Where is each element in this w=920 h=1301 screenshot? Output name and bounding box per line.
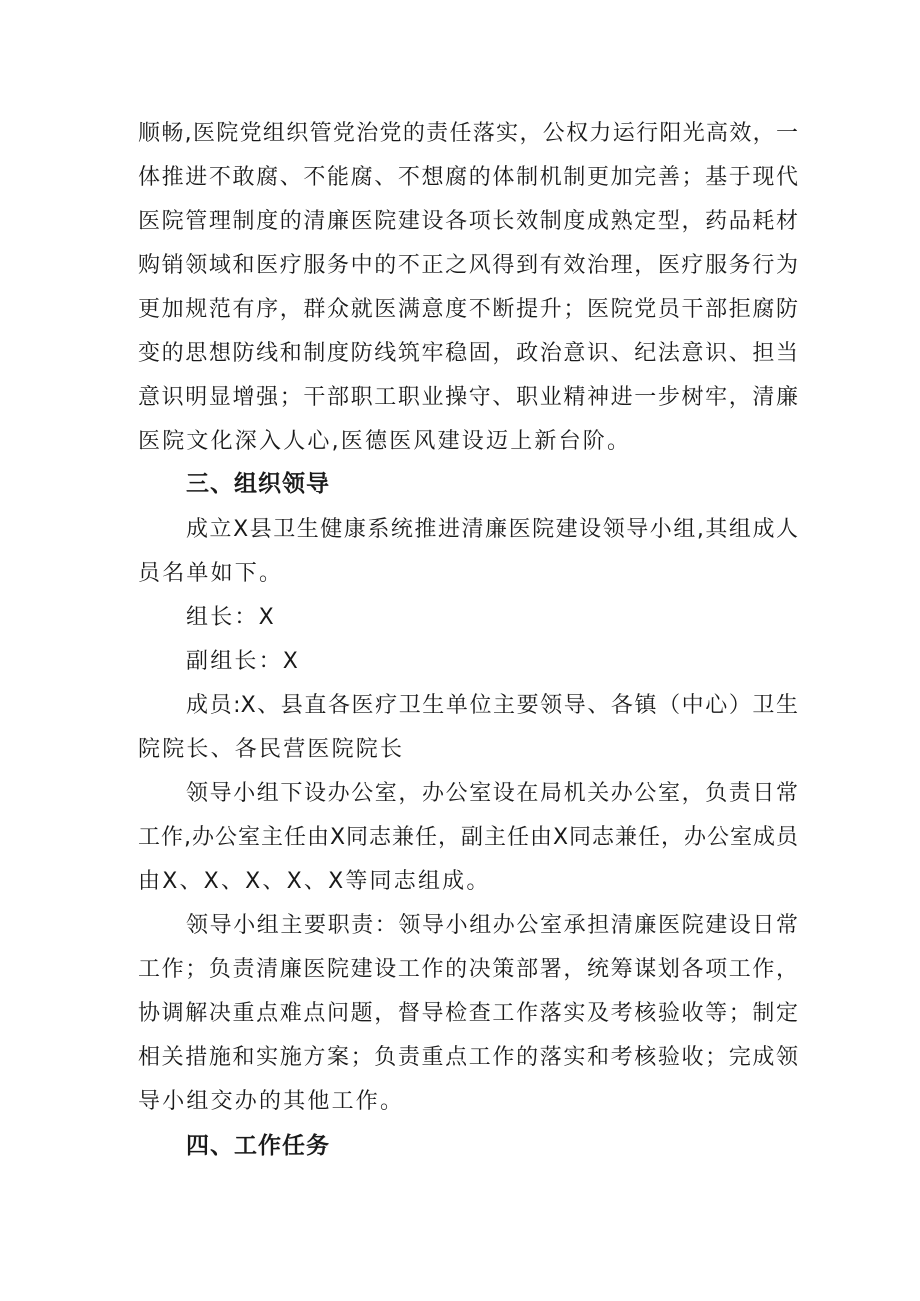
para1-line-6: 变的思想防线和制度防线筑牢稳固，政治意识、纪法意识、担当 (138, 341, 798, 366)
duties-line-4: 相关措施和实施方案；负责重点工作的落实和考核验收；完成领 (138, 1045, 798, 1070)
duties-line-1: 领导小组主要职责：领导小组办公室承担清廉医院建设日常 (186, 913, 798, 938)
para1-line-8: 医院文化深入人心,医德医风建设迈上新台阶。 (138, 429, 632, 454)
para1-line-3: 医院管理制度的清廉医院建设各项长效制度成熟定型，药品耗材 (138, 209, 798, 234)
duties-line-5: 导小组交办的其他工作。 (138, 1089, 405, 1114)
section-heading-4: 四、工作任务 (186, 1133, 330, 1159)
leader-line: 组长：X (186, 605, 276, 630)
para1-line-4: 购销领域和医疗服务中的不正之风得到有效治理，医疗服务行为 (138, 253, 798, 278)
duties-line-3: 协调解决重点难点问题，督导检查工作落实及考核验收等；制定 (138, 1001, 798, 1026)
members-line-1: 成员:X、县直各医疗卫生单位主要领导、各镇（中心）卫生 (186, 693, 798, 718)
office-line-2: 工作,办公室主任由X同志兼任，副主任由X同志兼任，办公室成员 (138, 825, 798, 850)
para1-line-1: 顺畅,医院党组织管党治党的责任落实，公权力运行阳光高效，一 (138, 121, 798, 146)
para1-line-2: 体推进不敢腐、不能腐、不想腐的体制机制更加完善；基于现代 (138, 165, 798, 190)
para2-line-2: 员名单如下。 (138, 561, 284, 586)
section-heading-3: 三、组织领导 (186, 471, 330, 497)
office-line-1: 领导小组下设办公室，办公室设在局机关办公室，负责日常 (186, 781, 798, 806)
members-line-2: 院院长、各民营医院院长 (138, 737, 405, 762)
para1-line-5: 更加规范有序，群众就医满意度不断提升；医院党员干部拒腐防 (138, 297, 798, 322)
deputy-line: 副组长：X (186, 649, 301, 674)
para2-line-1: 成立X县卫生健康系统推进清廉医院建设领导小组,其组成人 (186, 517, 798, 542)
duties-line-2: 工作；负责清廉医院建设工作的决策部署，统筹谋划各项工作， (138, 957, 798, 982)
para1-line-7: 意识明显增强；干部职工职业操守、职业精神进一步树牢，清廉 (138, 385, 798, 410)
office-line-3: 由X、X、X、X、X等同志组成。 (138, 869, 491, 894)
